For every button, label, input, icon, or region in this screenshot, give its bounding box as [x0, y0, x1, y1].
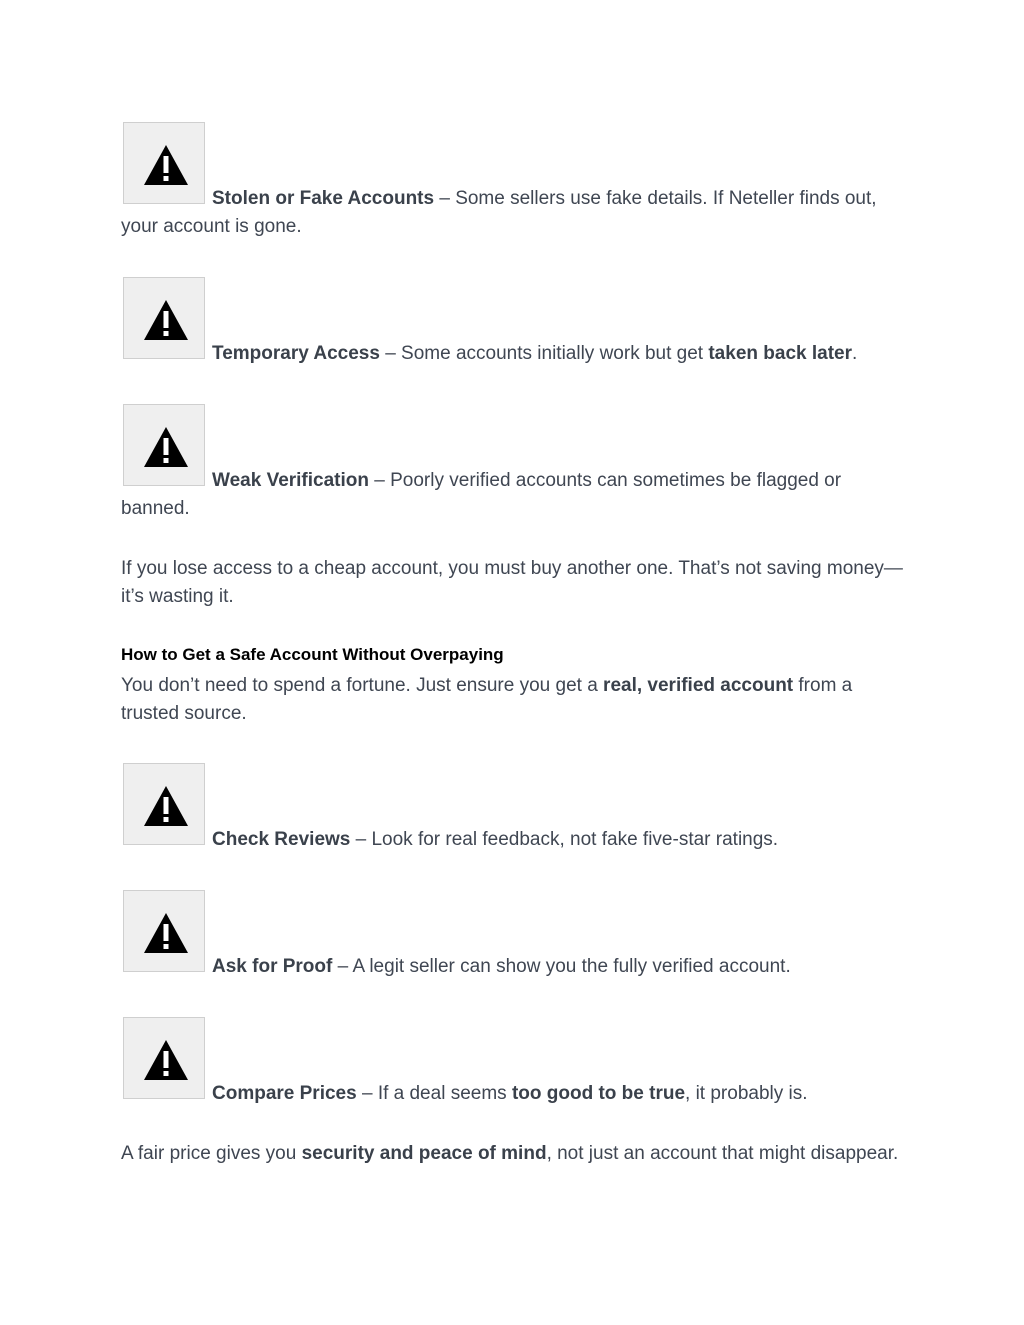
paragraph-bold: security and peace of mind [301, 1143, 547, 1164]
list-item-weak-verification [121, 404, 911, 523]
item-text: If a deal seems [377, 1083, 512, 1104]
item-title: Weak Verification [212, 470, 369, 491]
paragraph-text: If you lose access to a cheap account, you must buy another one. That’s not saving money—it’s wasting it. [121, 558, 903, 607]
list-item-stolen-accounts [121, 122, 911, 241]
item-bold-text: too good to be true [511, 1083, 686, 1104]
item-separator: – [332, 956, 353, 977]
item-bold-text: taken back later [708, 343, 852, 364]
list-item-ask-proof [121, 890, 911, 981]
item-separator: – [379, 343, 402, 364]
warning-icon [123, 1017, 205, 1099]
item-separator: – [369, 470, 391, 491]
paragraph-text-after: from a trusted source. [121, 675, 853, 724]
item-text-after: , it probably is. [685, 1083, 808, 1104]
item-title: Compare Prices [212, 1083, 357, 1104]
warning-icon [123, 277, 205, 359]
item-title: Temporary Access [212, 343, 380, 364]
paragraph-text: You don’t need to spend a fortune. Just ensure you get a [121, 675, 604, 696]
item-separator: – [356, 1083, 378, 1104]
list-item-temporary-access [121, 277, 911, 368]
paragraph-spend-fortune [121, 672, 911, 728]
item-separator: – [350, 829, 372, 850]
paragraph-bold: real, verified account [603, 675, 794, 696]
paragraph-text: A fair price gives you [121, 1143, 302, 1164]
warning-icon [123, 763, 205, 845]
section-heading: How to Get a Safe Account Without Overpaying [121, 645, 504, 664]
paragraph-lose-access [121, 555, 911, 611]
list-item-compare-prices [121, 1017, 911, 1108]
list-item-check-reviews [121, 763, 911, 854]
item-separator: – [434, 188, 456, 209]
item-title: Stolen or Fake Accounts [212, 188, 435, 209]
item-title: Ask for Proof [212, 956, 333, 977]
warning-icon [123, 122, 205, 204]
item-text-after: . [852, 343, 858, 364]
item-text: Some sellers use fake details. If Neteller finds out, your account is gone. [121, 188, 877, 237]
paragraph-text-after: , not just an account that might disappear. [546, 1143, 899, 1164]
item-text: Look for real feedback, not fake five-star ratings. [371, 829, 779, 850]
item-text: Poorly verified accounts can sometimes be flagged or banned. [121, 470, 842, 519]
item-text: A legit seller can show you the fully verified account. [352, 956, 791, 977]
item-text: Some accounts initially work but get [401, 343, 709, 364]
warning-icon [123, 890, 205, 972]
item-title: Check Reviews [212, 829, 351, 850]
warning-icon [123, 404, 205, 486]
paragraph-fair-price [121, 1140, 911, 1168]
